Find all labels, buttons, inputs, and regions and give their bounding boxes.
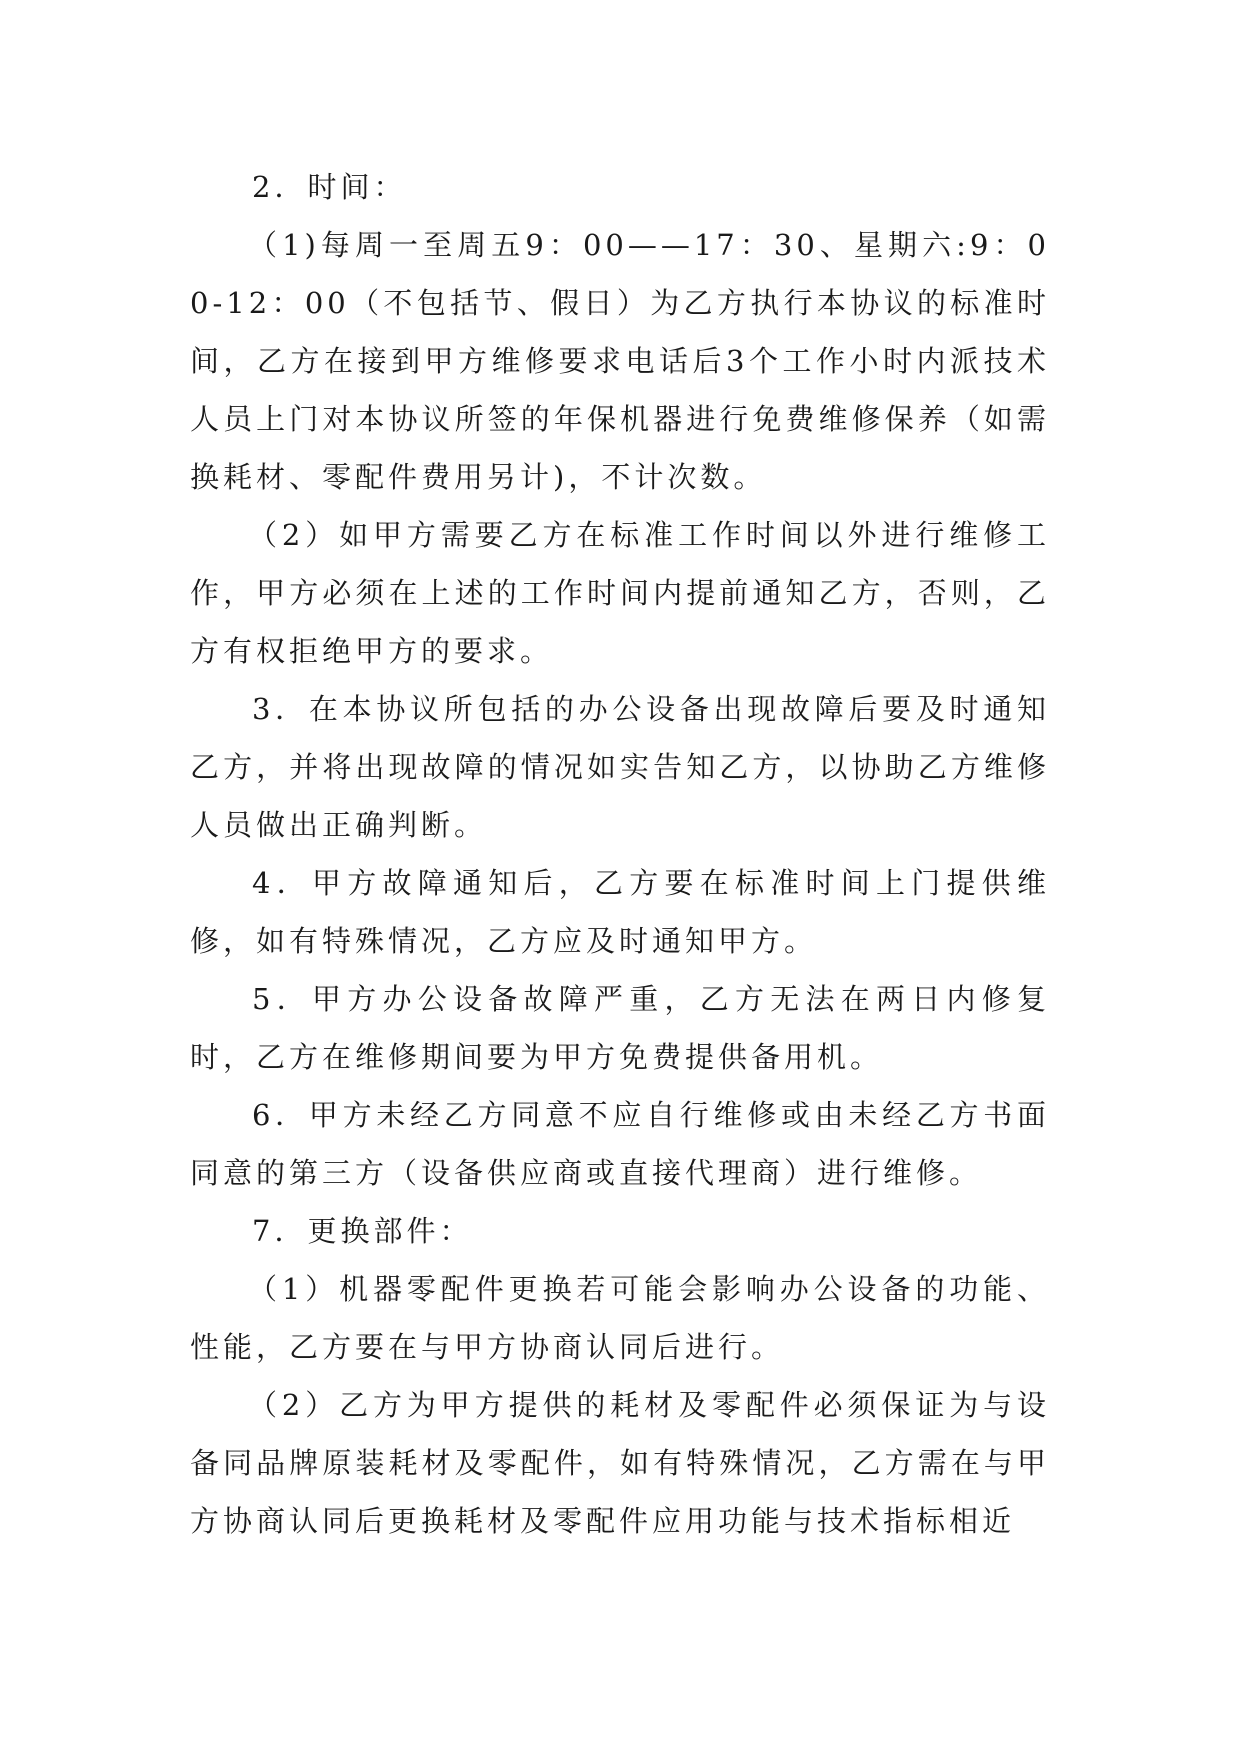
paragraph-item-2-time: 2．时间： bbox=[252, 170, 407, 204]
paragraph-sub-2-1-standard-hours: （1)每周一至周五9：00——17：30、星期六:9：00-12：00（不包括节、假日）为乙方执行本协议的标准时间，乙方在接到甲方维修要求电话后3个工作小时内派技术人员上门对本协议所签的年保机器进行免费维修保养（如需换耗材、零配件费用另计)，不计次数。 bbox=[190, 228, 1050, 494]
paragraph-item-6-third-party: 6．甲方未经乙方同意不应自行维修或由未经乙方书面同意的第三方（设备供应商或直接代理商）进行维修。 bbox=[190, 1098, 1050, 1190]
document-body bbox=[190, 158, 1050, 1550]
paragraph-sub-7-1-replacement: （1）机器零配件更换若可能会影响办公设备的功能、性能，乙方要在与甲方协商认同后进行。 bbox=[190, 1272, 1050, 1364]
paragraph-sub-7-2-consumables: （2）乙方为甲方提供的耗材及零配件必须保证为与设备同品牌原装耗材及零配件，如有特殊情况，乙方需在与甲方协商认同后更换耗材及零配件应用功能与技术指标相近 bbox=[190, 1388, 1050, 1538]
paragraph-item-7-parts: 7．更换部件： bbox=[252, 1214, 473, 1248]
paragraph-item-5-backup-machine: 5．甲方办公设备故障严重，乙方无法在两日内修复时，乙方在维修期间要为甲方免费提供备用机。 bbox=[190, 982, 1050, 1074]
paragraph-item-4-onsite-service: 4．甲方故障通知后，乙方要在标准时间上门提供维修，如有特殊情况，乙方应及时通知甲方。 bbox=[190, 866, 1050, 958]
paragraph-item-3-fault-notice: 3．在本协议所包括的办公设备出现故障后要及时通知乙方，并将出现故障的情况如实告知乙方，以协助乙方维修人员做出正确判断。 bbox=[190, 692, 1050, 842]
paragraph-sub-2-2-overtime: （2）如甲方需要乙方在标准工作时间以外进行维修工作，甲方必须在上述的工作时间内提前通知乙方，否则，乙方有权拒绝甲方的要求。 bbox=[190, 518, 1050, 668]
